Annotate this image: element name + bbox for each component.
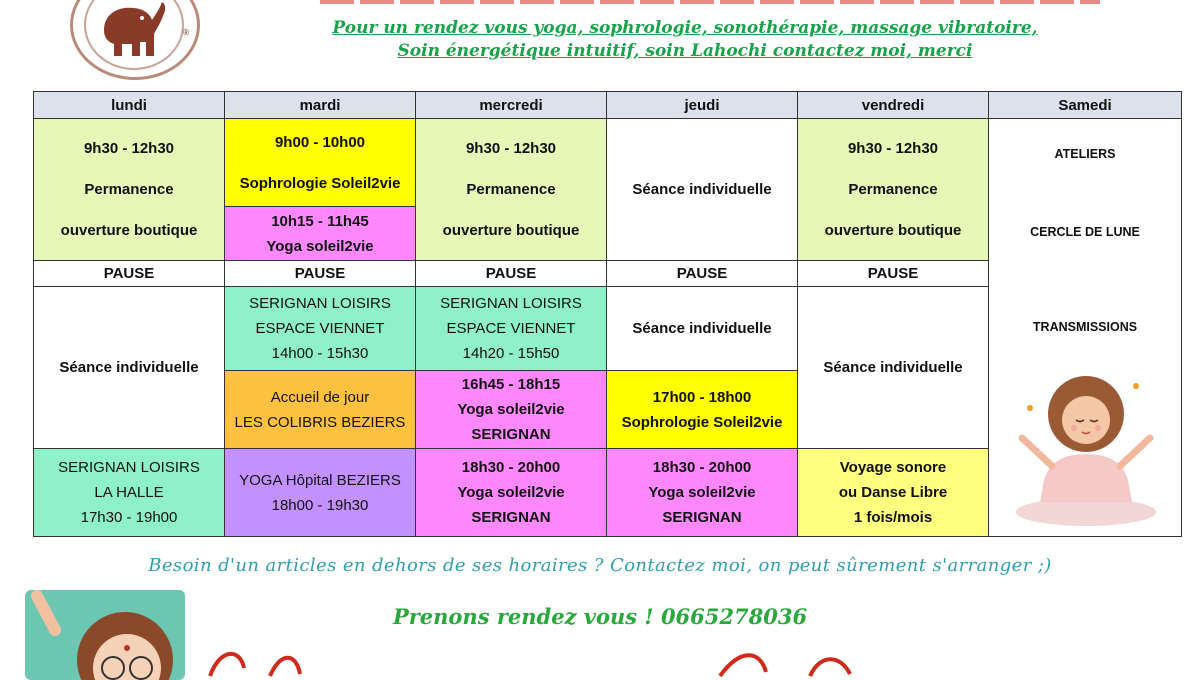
vendredi-morning-time: 9h30 - 12h30: [847, 140, 939, 157]
lundi-morning-cell: [34, 119, 225, 261]
mardi-a1-l2: ESPACE VIENNET: [255, 320, 385, 337]
mercredi-e-l3: SERIGNAN: [471, 509, 551, 526]
day-header-mardi: mardi: [225, 92, 416, 119]
registered-mark: ®: [182, 28, 190, 37]
samedi-cercle-de-lune: CERCLE DE LUNE: [1030, 225, 1140, 239]
jeudi-evening-cell: [607, 449, 798, 537]
vendredi-evening-cell: [798, 449, 989, 537]
mardi-m1-time: 9h00 - 10h00: [274, 133, 366, 151]
lundi-morning-time: 9h30 - 12h30: [83, 140, 175, 157]
vendredi-e-l1: Voyage sonore: [839, 459, 947, 476]
mardi-m1-title: Sophrologie Soleil2vie: [239, 174, 401, 192]
intro-line-2: Soin énergétique intuitif, soin Lahochi contactez moi, merci: [397, 41, 973, 61]
jeudi-afternoon-cell: Séance individuelle: [607, 287, 798, 371]
mardi-serignan-viennet-cell: [225, 287, 416, 371]
vendredi-morning-sub: ouverture boutique: [824, 222, 962, 239]
cropped-title-strip: [320, 0, 1100, 4]
day-header-row: [34, 92, 1182, 119]
mercredi-e-l2: Yoga soleil2vie: [457, 484, 565, 501]
waving-avatar-illustration: [25, 590, 185, 680]
mardi-evening-cell: [225, 449, 416, 537]
day-header-mercredi: mercredi: [416, 92, 607, 119]
day-header-vendredi: vendredi: [798, 92, 989, 119]
mardi-a2-l1: Accueil de jour: [270, 388, 370, 406]
samedi-ateliers: ATELIERS: [1054, 147, 1116, 161]
cropped-script-deco: [200, 648, 900, 678]
vendredi-morning-title: Permanence: [848, 181, 938, 198]
mardi-sophrologie-cell: [225, 119, 416, 207]
mardi-e-l2: 18h00 - 19h30: [271, 496, 369, 514]
mardi-m2-time: 10h15 - 11h45: [271, 212, 369, 230]
mardi-a2-l2: LES COLIBRIS BEZIERS: [234, 413, 406, 431]
mercredi-pause: PAUSE: [416, 261, 607, 287]
vendredi-morning-cell: [798, 119, 989, 261]
avatar-graphic: [25, 590, 185, 680]
vendredi-e-l2: ou Danse Libre: [838, 484, 948, 501]
vendredi-afternoon-cell: Séance individuelle: [798, 287, 989, 449]
lundi-afternoon-cell: Séance individuelle: [34, 287, 225, 449]
lundi-morning-title: Permanence: [84, 181, 174, 198]
mardi-e-l1: YOGA Hôpital BEZIERS: [239, 471, 401, 489]
jeudi-e-l3: SERIGNAN: [662, 509, 742, 526]
mardi-a1-l3: 14h00 - 15h30: [271, 345, 369, 362]
lundi-evening-l1: SERIGNAN LOISIRS: [58, 459, 200, 476]
mercredi-evening-cell: [416, 449, 607, 537]
jeudi-morning-cell: Séance individuelle: [607, 119, 798, 261]
availability-note: Besoin d'un articles en dehors de ses horaires ? Contactez moi, on peut sûrement s'arranger ;): [148, 555, 1052, 576]
jeudi-e-l1: 18h30 - 20h00: [652, 459, 752, 476]
mardi-m2-title: Yoga soleil2vie: [266, 237, 374, 255]
mercredi-a1-l3: 14h20 - 15h50: [462, 345, 560, 362]
mercredi-morning-time: 9h30 - 12h30: [465, 140, 557, 157]
lundi-evening-cell: [34, 449, 225, 537]
mercredi-a2-l3: SERIGNAN: [471, 426, 551, 443]
jeudi-a2-l2: Sophrologie Soleil2vie: [621, 413, 783, 431]
mercredi-e-l1: 18h30 - 20h00: [461, 459, 561, 476]
vendredi-pause: PAUSE: [798, 261, 989, 287]
mercredi-a1-l1: SERIGNAN LOISIRS: [440, 295, 582, 312]
mercredi-yoga-afternoon-cell: [416, 371, 607, 449]
mercredi-morning-title: Permanence: [466, 181, 556, 198]
samedi-transmissions: TRANSMISSIONS: [1032, 320, 1138, 334]
jeudi-e-l2: Yoga soleil2vie: [648, 484, 756, 501]
jeudi-pause: PAUSE: [607, 261, 798, 287]
jeudi-a2-l1: 17h00 - 18h00: [652, 388, 752, 406]
mardi-a1-l1: SERIGNAN LOISIRS: [249, 295, 391, 312]
mercredi-morning-cell: [416, 119, 607, 261]
lundi-pause: PAUSE: [34, 261, 225, 287]
day-header-samedi: Samedi: [989, 92, 1182, 119]
day-header-lundi: lundi: [34, 92, 225, 119]
lundi-evening-l2: LA HALLE: [94, 484, 164, 501]
lundi-evening-l3: 17h30 - 19h00: [80, 509, 178, 526]
meditating-girl-illustration: [1000, 362, 1172, 530]
vendredi-e-l3: 1 fois/mois: [853, 509, 933, 526]
jeudi-sophrologie-cell: [607, 371, 798, 449]
intro-line-1: Pour un rendez vous yoga, sophrologie, sonothérapie, massage vibratoire,: [332, 18, 1038, 38]
mercredi-serignan-viennet-cell: [416, 287, 607, 371]
mardi-colibris-cell: [225, 371, 416, 449]
appointment-cta: Prenons rendez vous ! 0665278036: [392, 604, 808, 629]
mardi-yoga-cell: [225, 207, 416, 261]
day-header-jeudi: jeudi: [607, 92, 798, 119]
elephant-logo-icon: [96, 0, 168, 62]
mercredi-morning-sub: ouverture boutique: [442, 222, 580, 239]
lundi-morning-sub: ouverture boutique: [60, 222, 198, 239]
mercredi-a2-l2: Yoga soleil2vie: [457, 401, 565, 418]
mercredi-a1-l2: ESPACE VIENNET: [446, 320, 576, 337]
mardi-pause: PAUSE: [225, 261, 416, 287]
mercredi-a2-l1: 16h45 - 18h15: [461, 376, 561, 393]
